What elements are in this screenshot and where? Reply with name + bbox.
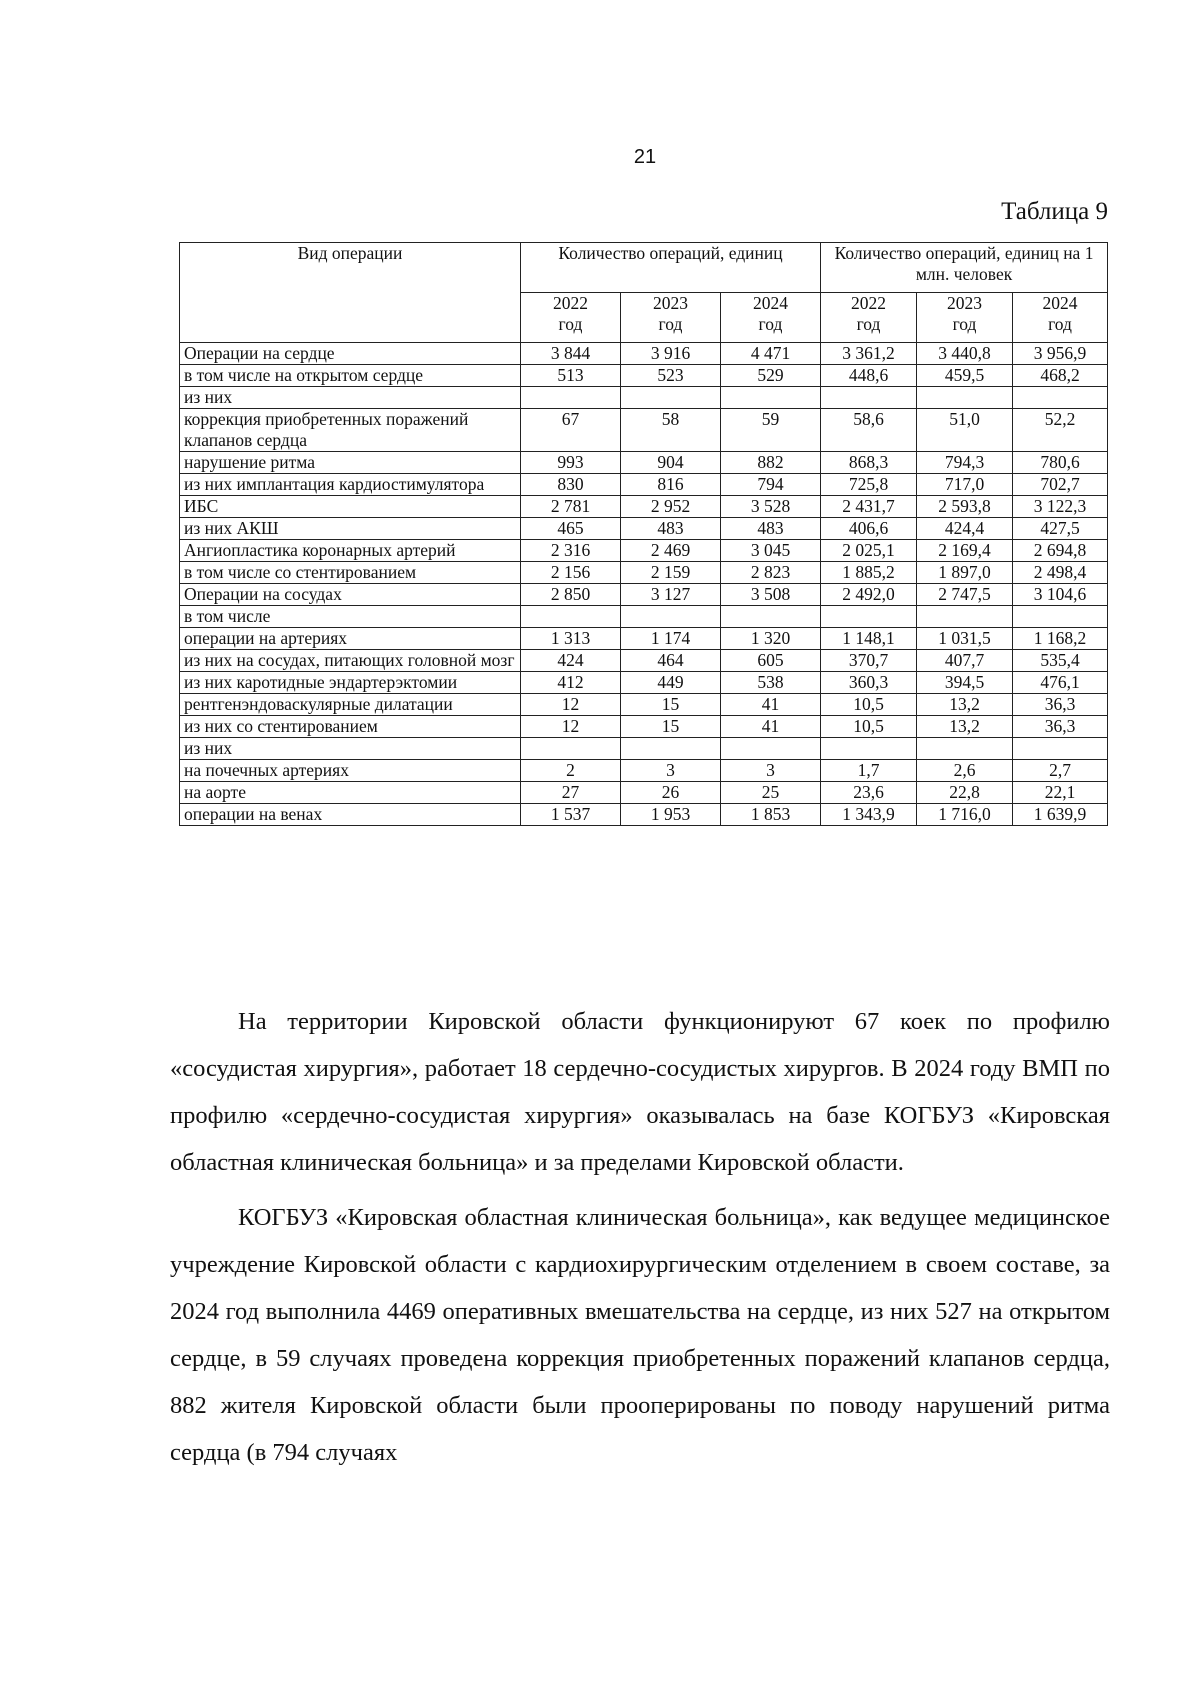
- cell-value: 538: [721, 672, 821, 694]
- table-row: [180, 452, 1108, 474]
- cell-value: 12: [521, 716, 621, 738]
- operations-table: [179, 242, 1108, 826]
- table-row: [180, 628, 1108, 650]
- cell-value: 816: [621, 474, 721, 496]
- cell-value: 22,1: [1013, 782, 1108, 804]
- cell-value: 535,4: [1013, 650, 1108, 672]
- cell-value: 36,3: [1013, 716, 1108, 738]
- cell-value: [917, 606, 1013, 628]
- cell-value: 794: [721, 474, 821, 496]
- cell-value: 41: [721, 716, 821, 738]
- year-header: 2024 год: [721, 293, 821, 343]
- cell-value: 3 045: [721, 540, 821, 562]
- cell-value: 3 104,6: [1013, 584, 1108, 606]
- cell-value: 3: [621, 760, 721, 782]
- table-row: [180, 496, 1108, 518]
- cell-value: 882: [721, 452, 821, 474]
- cell-value: 424,4: [917, 518, 1013, 540]
- cell-value: 3 361,2: [821, 343, 917, 365]
- cell-value: 3 528: [721, 496, 821, 518]
- cell-value: [621, 387, 721, 409]
- row-label: коррекция приобретенных поражений клапанов сердца: [180, 409, 521, 452]
- cell-value: 58: [621, 409, 721, 452]
- cell-value: 529: [721, 365, 821, 387]
- cell-value: 10,5: [821, 716, 917, 738]
- table-row: [180, 562, 1108, 584]
- row-label: операции на артериях: [180, 628, 521, 650]
- row-label: нарушение ритма: [180, 452, 521, 474]
- cell-value: 3 916: [621, 343, 721, 365]
- cell-value: [721, 606, 821, 628]
- cell-value: 1 168,2: [1013, 628, 1108, 650]
- row-label: на почечных артериях: [180, 760, 521, 782]
- cell-value: 51,0: [917, 409, 1013, 452]
- cell-value: 449: [621, 672, 721, 694]
- row-label: из них АКШ: [180, 518, 521, 540]
- row-label: из них: [180, 387, 521, 409]
- cell-value: 25: [721, 782, 821, 804]
- cell-value: 15: [621, 716, 721, 738]
- table-row: [180, 694, 1108, 716]
- cell-value: 406,6: [821, 518, 917, 540]
- table-row: [180, 650, 1108, 672]
- cell-value: [621, 606, 721, 628]
- cell-value: 26: [621, 782, 721, 804]
- cell-value: 58,6: [821, 409, 917, 452]
- cell-value: 23,6: [821, 782, 917, 804]
- cell-value: 1 885,2: [821, 562, 917, 584]
- cell-value: 27: [521, 782, 621, 804]
- cell-value: [917, 738, 1013, 760]
- cell-value: 483: [621, 518, 721, 540]
- table-row: [180, 540, 1108, 562]
- table-row: [180, 387, 1108, 409]
- cell-value: 1 716,0: [917, 804, 1013, 826]
- cell-value: 2 316: [521, 540, 621, 562]
- cell-value: [521, 606, 621, 628]
- cell-value: 1 031,5: [917, 628, 1013, 650]
- cell-value: 3 440,8: [917, 343, 1013, 365]
- row-label: из них на сосудах, питающих головной мозг: [180, 650, 521, 672]
- cell-value: 424: [521, 650, 621, 672]
- cell-value: 993: [521, 452, 621, 474]
- cell-value: 468,2: [1013, 365, 1108, 387]
- cell-value: [621, 738, 721, 760]
- cell-value: 513: [521, 365, 621, 387]
- cell-value: 22,8: [917, 782, 1013, 804]
- cell-value: 1 853: [721, 804, 821, 826]
- cell-value: 1 639,9: [1013, 804, 1108, 826]
- cell-value: 10,5: [821, 694, 917, 716]
- table-row: [180, 365, 1108, 387]
- cell-value: 448,6: [821, 365, 917, 387]
- cell-value: 465: [521, 518, 621, 540]
- cell-value: 15: [621, 694, 721, 716]
- cell-value: 13,2: [917, 694, 1013, 716]
- cell-value: [721, 387, 821, 409]
- row-label: из них имплантация кардиостимулятора: [180, 474, 521, 496]
- cell-value: 1 174: [621, 628, 721, 650]
- cell-value: 2 159: [621, 562, 721, 584]
- table-row: [180, 804, 1108, 826]
- table-row: [180, 760, 1108, 782]
- cell-value: [821, 738, 917, 760]
- cell-value: 725,8: [821, 474, 917, 496]
- cell-value: 1 313: [521, 628, 621, 650]
- cell-value: [821, 387, 917, 409]
- cell-value: 2 781: [521, 496, 621, 518]
- year-header: 2022 год: [521, 293, 621, 343]
- table-row: [180, 672, 1108, 694]
- cell-value: 830: [521, 474, 621, 496]
- table-row: [180, 606, 1108, 628]
- cell-value: 13,2: [917, 716, 1013, 738]
- year-header: 2023 год: [917, 293, 1013, 343]
- table-row: [180, 738, 1108, 760]
- header-operation-type: Вид операции: [180, 243, 521, 343]
- cell-value: 394,5: [917, 672, 1013, 694]
- page-number: 21: [633, 146, 657, 168]
- cell-value: 464: [621, 650, 721, 672]
- cell-value: 780,6: [1013, 452, 1108, 474]
- row-label: в том числе на открытом сердце: [180, 365, 521, 387]
- header-per-million: Количество операций, единиц на 1 млн. человек: [821, 243, 1108, 293]
- cell-value: 52,2: [1013, 409, 1108, 452]
- body-text: [170, 998, 1110, 1484]
- cell-value: 3 956,9: [1013, 343, 1108, 365]
- table-row: [180, 409, 1108, 452]
- cell-value: 360,3: [821, 672, 917, 694]
- cell-value: [821, 606, 917, 628]
- row-label: на аорте: [180, 782, 521, 804]
- row-label: Ангиопластика коронарных артерий: [180, 540, 521, 562]
- cell-value: 2 850: [521, 584, 621, 606]
- cell-value: 2,6: [917, 760, 1013, 782]
- cell-value: 605: [721, 650, 821, 672]
- row-label: ИБС: [180, 496, 521, 518]
- row-label: рентгенэндоваскулярные дилатации: [180, 694, 521, 716]
- cell-value: 459,5: [917, 365, 1013, 387]
- cell-value: [521, 738, 621, 760]
- table-row: [180, 343, 1108, 365]
- cell-value: 2 469: [621, 540, 721, 562]
- cell-value: 1 320: [721, 628, 821, 650]
- cell-value: 3: [721, 760, 821, 782]
- year-header: 2022 год: [821, 293, 917, 343]
- cell-value: 2 492,0: [821, 584, 917, 606]
- cell-value: 67: [521, 409, 621, 452]
- cell-value: 2 747,5: [917, 584, 1013, 606]
- table-caption: Таблица 9: [1001, 198, 1108, 225]
- row-label: в том числе со стентированием: [180, 562, 521, 584]
- cell-value: [917, 387, 1013, 409]
- row-label: из них: [180, 738, 521, 760]
- cell-value: 717,0: [917, 474, 1013, 496]
- cell-value: [1013, 738, 1108, 760]
- cell-value: 2 952: [621, 496, 721, 518]
- cell-value: 36,3: [1013, 694, 1108, 716]
- cell-value: 3 122,3: [1013, 496, 1108, 518]
- cell-value: 2 156: [521, 562, 621, 584]
- cell-value: 2,7: [1013, 760, 1108, 782]
- cell-value: 3 844: [521, 343, 621, 365]
- paragraph: На территории Кировской области функционируют 67 коек по профилю «сосудистая хирургия», работает 18 сердечно-сосудистых хирургов. В 2024 году ВМП по профилю «сердечно-сосудистая хирургия» оказывалась на базе КОГБУЗ «Кировская областная клиническая больница» и за пределами Кировской области.: [170, 1008, 1110, 1176]
- cell-value: 41: [721, 694, 821, 716]
- cell-value: 1 148,1: [821, 628, 917, 650]
- cell-value: [1013, 606, 1108, 628]
- row-label: Операции на сердце: [180, 343, 521, 365]
- cell-value: [521, 387, 621, 409]
- row-label: в том числе: [180, 606, 521, 628]
- cell-value: 483: [721, 518, 821, 540]
- cell-value: 2 431,7: [821, 496, 917, 518]
- cell-value: 1 343,9: [821, 804, 917, 826]
- cell-value: 59: [721, 409, 821, 452]
- cell-value: 427,5: [1013, 518, 1108, 540]
- cell-value: [721, 738, 821, 760]
- row-label: Операции на сосудах: [180, 584, 521, 606]
- cell-value: 407,7: [917, 650, 1013, 672]
- cell-value: 794,3: [917, 452, 1013, 474]
- table-row: [180, 518, 1108, 540]
- cell-value: 2 823: [721, 562, 821, 584]
- cell-value: 1 537: [521, 804, 621, 826]
- cell-value: 2 593,8: [917, 496, 1013, 518]
- cell-value: 1,7: [821, 760, 917, 782]
- cell-value: 412: [521, 672, 621, 694]
- row-label: из них каротидные эндартерэктомии: [180, 672, 521, 694]
- cell-value: 2 694,8: [1013, 540, 1108, 562]
- row-label: из них со стентированием: [180, 716, 521, 738]
- table-row: [180, 474, 1108, 496]
- cell-value: 2 025,1: [821, 540, 917, 562]
- cell-value: 2: [521, 760, 621, 782]
- cell-value: 4 471: [721, 343, 821, 365]
- header-units: Количество операций, единиц: [521, 243, 821, 293]
- table-row: [180, 584, 1108, 606]
- cell-value: 370,7: [821, 650, 917, 672]
- cell-value: 476,1: [1013, 672, 1108, 694]
- cell-value: 2 169,4: [917, 540, 1013, 562]
- cell-value: 12: [521, 694, 621, 716]
- paragraph: КОГБУЗ «Кировская областная клиническая больница», как ведущее медицинское учреждение Кировской области с кардиохирургическим отделением в своем составе, за 2024 год выполнила 4469 оперативных вмешательства на сердце, из них 527 на открытом сердце, в 59 случаях проведена коррекция приобретенных поражений клапанов сердца, 882 жителя Кировской области были прооперированы по поводу нарушений ритма сердца (в 794 случаях: [170, 1204, 1110, 1466]
- row-label: операции на венах: [180, 804, 521, 826]
- cell-value: 3 127: [621, 584, 721, 606]
- year-header: 2024 год: [1013, 293, 1108, 343]
- cell-value: 1 897,0: [917, 562, 1013, 584]
- cell-value: 2 498,4: [1013, 562, 1108, 584]
- cell-value: 702,7: [1013, 474, 1108, 496]
- cell-value: 3 508: [721, 584, 821, 606]
- table-row: [180, 716, 1108, 738]
- cell-value: 904: [621, 452, 721, 474]
- cell-value: 868,3: [821, 452, 917, 474]
- table-body: [180, 343, 1108, 826]
- table-row: [180, 782, 1108, 804]
- cell-value: [1013, 387, 1108, 409]
- cell-value: 523: [621, 365, 721, 387]
- cell-value: 1 953: [621, 804, 721, 826]
- year-header: 2023 год: [621, 293, 721, 343]
